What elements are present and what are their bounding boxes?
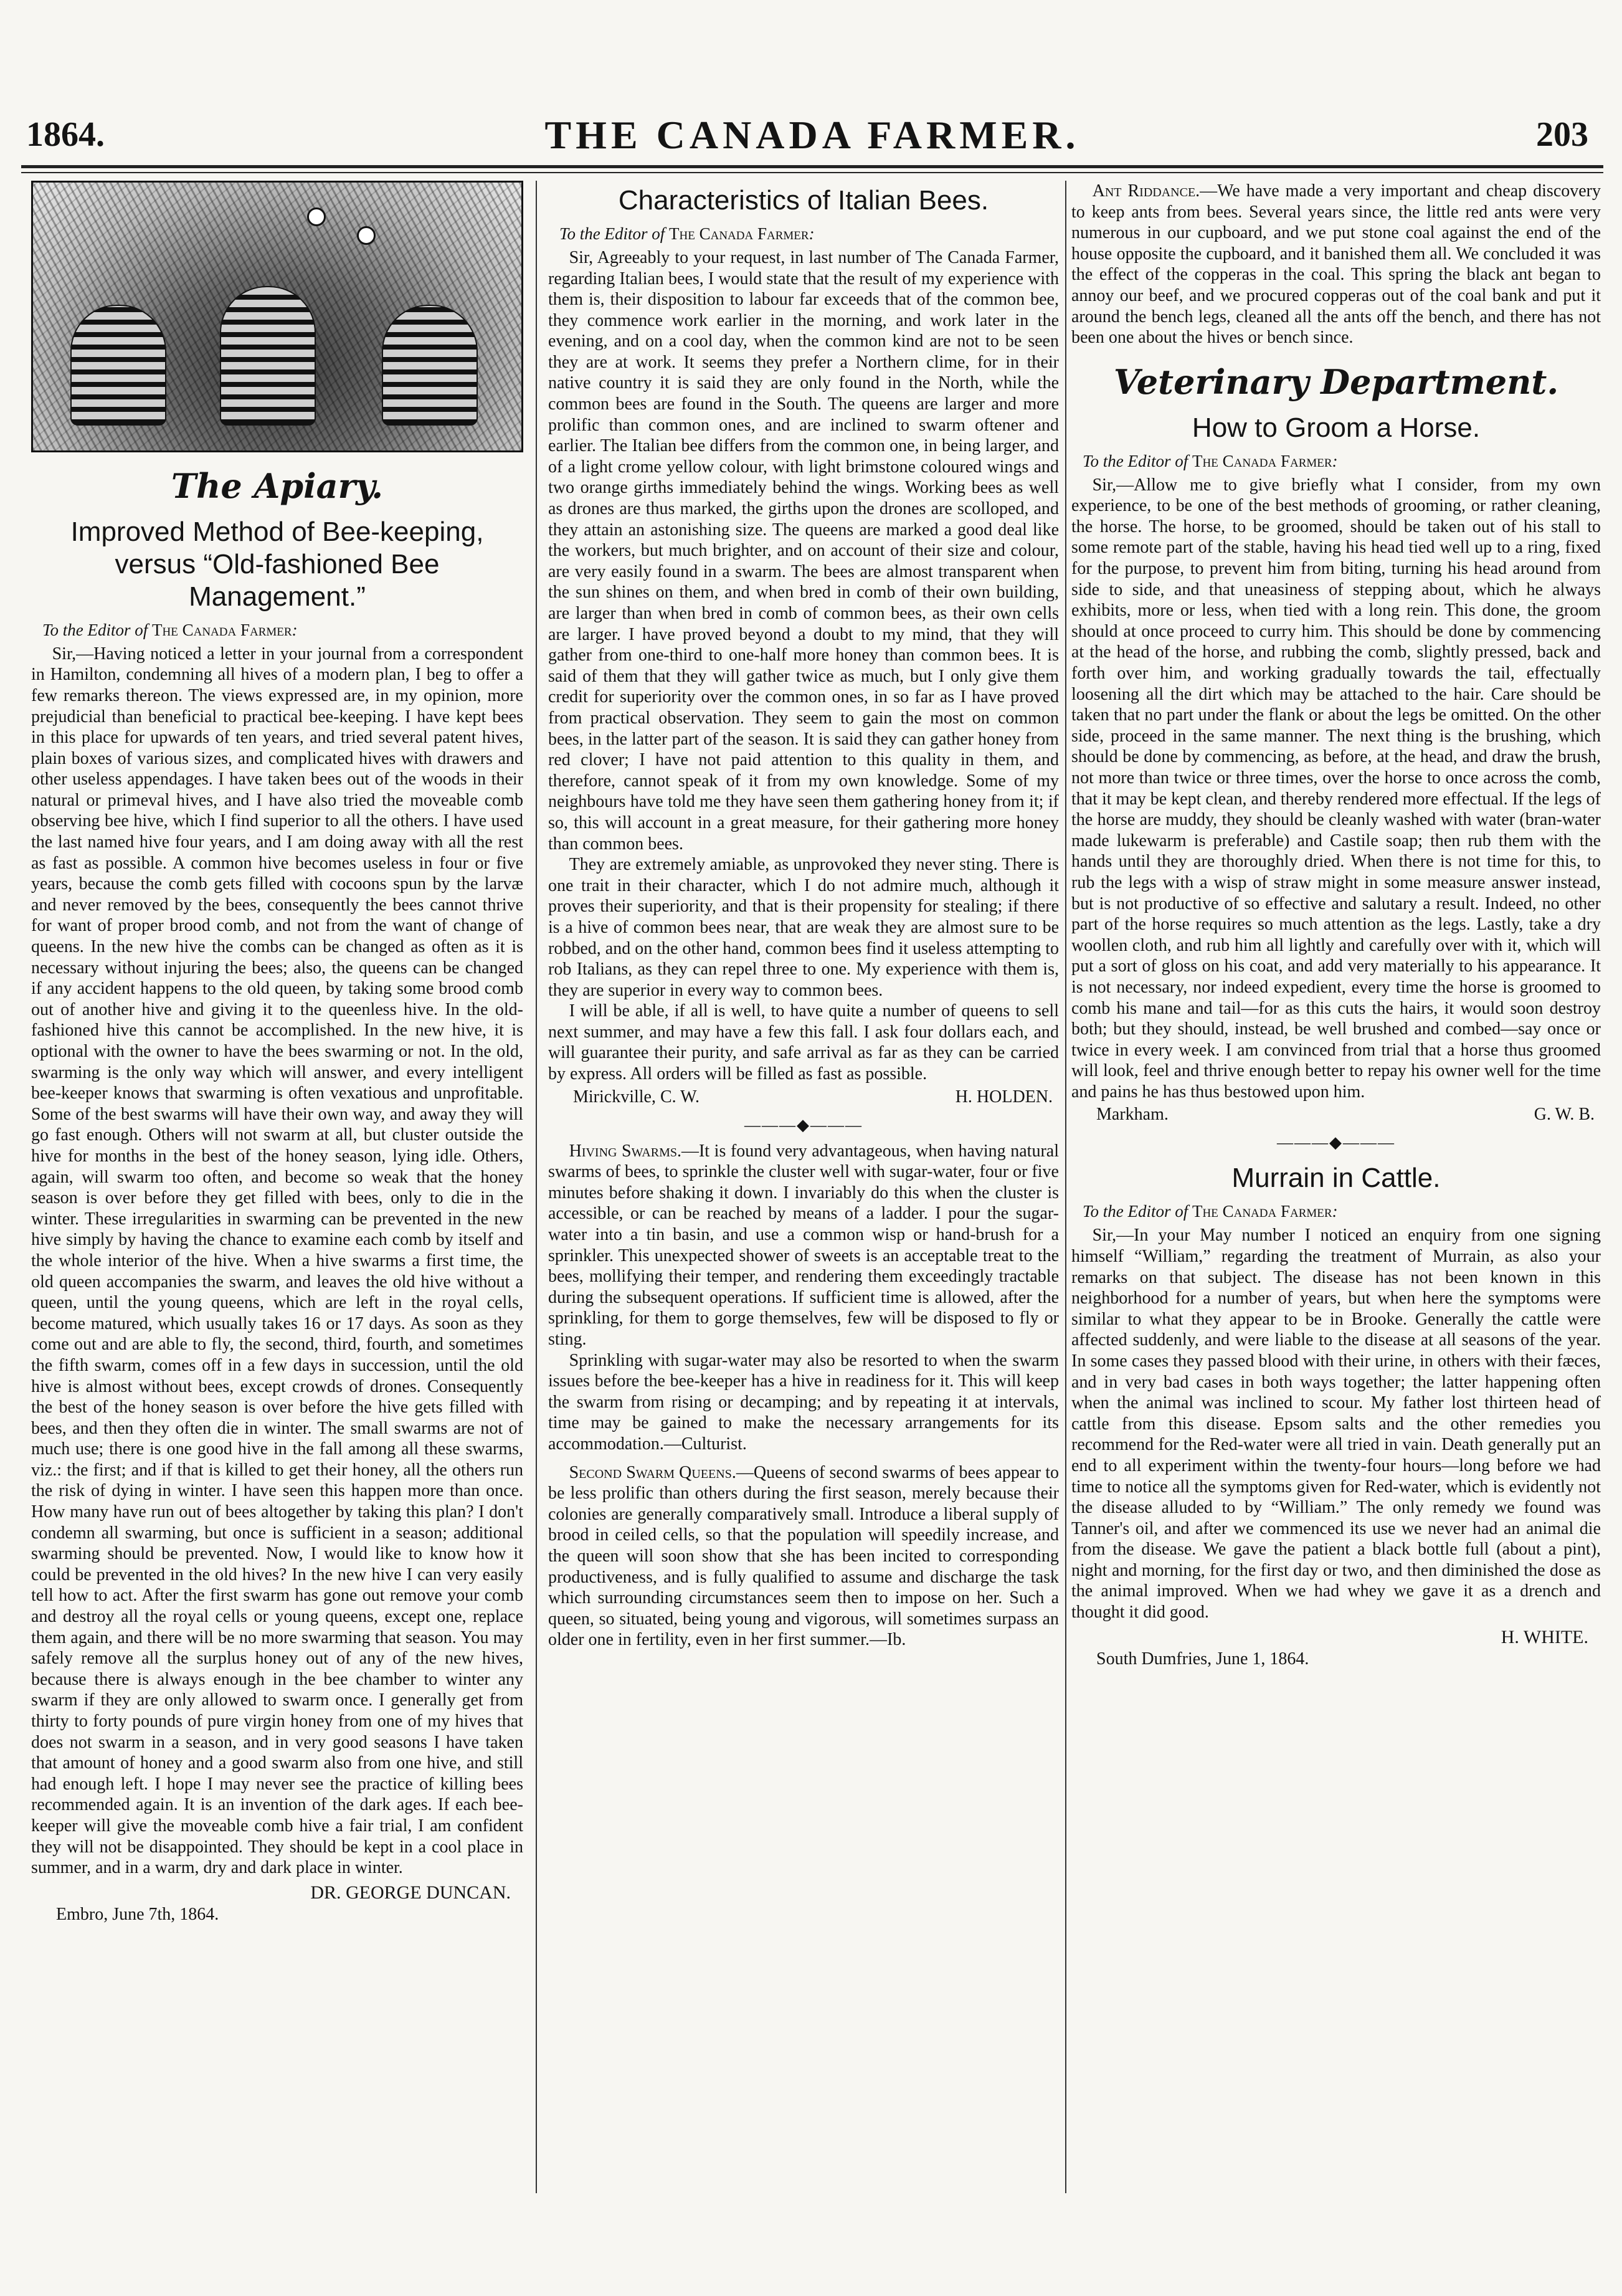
article-paragraph: They are extremely amiable, as unprovoked they never sting. There is one trait in their character, which I do not admire much, although it proves their superiority, and that is their propensity for stealing; if there is a hive of common bees near, that are weak they are almost sure to be robbed, and on the other hand, common bees find it useless attempting to rob Italians, as they can repel three to one. My experience with them is, they are superior in every way to common bees. xyxy=(548,855,1059,1000)
column-divider xyxy=(536,181,537,2193)
flower-icon xyxy=(357,226,376,245)
article-paragraph xyxy=(548,1462,1059,1651)
article-headline: How to Groom a Horse. xyxy=(1192,412,1481,443)
article-paragraph: Sir,—In your May number I noticed an enquiry from one signing himself “William,” regarding the treatment of Murrain, as also your remarks on that subject. The disease has not been known in this neighborhood for a number of years, but when here the symptoms were similar to what they appear to be in Brooke. Generally the cattle were affected suddenly, and were liable to the disease at all seasons of the year. In some cases they passed blood with their urine, in others with their fæces, and in very bad cases in both ways together; the latter happening often when the animal was inclined to scour. My father lost thirteen head of cattle from this disease. Epsom salts and the other remedies you recommend for the Red-water were all tried in vain. Death generally put an end to all experiment within the twenty-four hours—long before we had time to notice all the symptoms given for Red-water, which is evidently not the disease alluded to by “William.” The only remedy we found was Tanner's oil, and after we commenced its use we never had an animal die from the disease. We gave the patient a black bottle full (about a pint), night and morning, for the first day or two, and then diminished the dose as the animal improved. When we had whey we gave it as a drench and thought it did good. xyxy=(1071,1226,1601,1622)
paper-name: The Canada Farmer xyxy=(152,620,292,639)
masthead-title: THE CANADA FARMER. xyxy=(544,113,1080,157)
section-heading: The Apiary. xyxy=(171,466,384,506)
column-divider xyxy=(1065,181,1066,2193)
dateline: Embro, June 7th, 1864. xyxy=(56,1904,219,1924)
salutation: To the Editor of The Canada Farmer: xyxy=(42,620,298,639)
to-editor-label: To the Editor of xyxy=(1083,451,1188,470)
ornament-divider: ———◆——— xyxy=(1277,1133,1395,1152)
article-paragraph: Sprinkling with sugar-water may also be resorted to when the swarm issues before the bee-keeper has a hive in readiness for it. This will keep the swarm from rising or decamping; and by repeating it at intervals, time may be gained to make the necessary arrangements for its accommodation.—Culturist. xyxy=(548,1350,1059,1454)
masthead xyxy=(21,112,1603,162)
article-body xyxy=(548,247,1059,1085)
salutation: To the Editor of The Canada Farmer: xyxy=(559,224,815,243)
to-editor-label: To the Editor of xyxy=(1083,1202,1188,1221)
section-heading: Veterinary Department. xyxy=(1113,361,1559,402)
masthead-rule-thin xyxy=(21,172,1603,173)
to-editor-label: To the Editor of xyxy=(42,620,148,639)
item-title: Second Swarm Queens. xyxy=(569,1462,736,1482)
author-signature: G. W. B. xyxy=(1534,1105,1595,1125)
column-veterinary xyxy=(1071,181,1601,2203)
author-signature: DR. GEORGE DUNCAN. xyxy=(310,1882,511,1903)
signature-line xyxy=(573,1087,1053,1107)
signature-line xyxy=(1096,1105,1595,1125)
flower-icon xyxy=(307,207,326,226)
paper-name: The Canada Farmer xyxy=(669,224,809,243)
page-number: 203 xyxy=(1536,115,1588,154)
article-headline: Murrain in Cattle. xyxy=(1231,1163,1441,1194)
salutation: To the Editor of The Canada Farmer: xyxy=(1083,451,1338,470)
column-apiary xyxy=(31,181,523,2203)
article-paragraph: Sir, Agreeably to your request, in last number of The Canada Farmer, regarding Italian bees, I would state that the result of my experience with them is, their disposition to labour far exceeds that of the common bee, they commence work earlier in the morning, and work later in the evening, and on a cool day, when the common kind are not to be seen they are at work. It seems they prefer a Northern clime, for in their native country it is said they are only found in the North, while the common bees are found in the South. The queens are larger and more prolific than common ones, and are inclined to swarm oftener and earlier. The Italian bee differs from the common one, in being larger, and of a light crome yellow colour, with light brimstone coloured wings and two orange girths immediately behind the wings. Working bees as well as drones are thus marked, the girths upon the drones are scolloped, and they attain an astonishing size. The queens are marked a good deal like the workers, but much brighter, and on account of their size and colour, are very easily found in a swarm. The bees are almost transparent when the sun shines on them, and when bred in comb of their own building, are larger than when bred in comb of common bees, as their own cells are larger. I have proved beyond a doubt to my mind, that they will gather from one-third to one-half more honey than common bees. It is said of them that they will gather twice as much, but I only give them credit for superiority over the common ones, in so far as I have proved from practical observation. They seem to gain the most on common bees, in the latter part of the season. It is said they can gather honey from red clover; I have not paid attention to this quality in them, and therefore, cannot speak of it from my own knowledge. Some of my neighbours have told me they have seen them gathering honey from it; if so, this will account in a great measure, for their gathering more honey than common bees. xyxy=(548,247,1059,854)
article-body xyxy=(31,644,523,1879)
item-title: Ant Riddance. xyxy=(1092,181,1200,201)
article-body xyxy=(1071,1225,1601,1622)
beehive-icon xyxy=(220,286,316,426)
author-signature: H. HOLDEN. xyxy=(955,1087,1053,1107)
author-signature: H. WHITE. xyxy=(1501,1626,1588,1647)
item-text: —We have made a very important and cheap discovery to keep ants from bees. Several years since, the little red ants were very numerous in our cupboard, and we put stone coal against the end of the house opposite the cupboard, and it banished them all. We concluded it was the effect of the copperas in the coal. This spring the black ant began to annoy our beef, and we procured copperas out of the coal bank and put it around the bench legs, cleaned all the ants off the bench, and there has not been one about the hives or bench since. xyxy=(1071,181,1601,348)
dateline: South Dumfries, June 1, 1864. xyxy=(1096,1649,1309,1669)
article-headline: Improved Method of Bee-keeping, versus “Old-fashioned Bee Management.” xyxy=(70,517,484,612)
salutation: To the Editor of The Canada Farmer: xyxy=(1083,1202,1338,1221)
article-paragraph: Sir,—Having noticed a letter in your journal from a correspondent in Hamilton, condemning all hives of a modern plan, I beg to offer a few remarks thereon. The views expressed are, in my opinion, more prejudicial than beneficial to practical bee-keeping. I have kept bees in this place for upwards of ten years, and tried several patent hives, plain boxes of various sizes, and complicated hives with drawers and other useless appendages. I have taken bees out of the woods in their natural or primeval hives, and I have also tried the moveable comb observing bee hive, which I find superior to all the others. I have used the last named hive four years, and I am doing away with all the rest as fast as possible. A common hive becomes useless in four or five years, because the comb gets filled with cocoons spun by the larvæ and never removed by the bees, consequently the bees cannot thrive for want of proper brood comb, and not from the want of change of queens. In the new hive the combs can be changed as often as it is necessary without injuring the bees; also, the queens can be changed if any accident happens to the old queen, by taking some brood comb out of another hive and giving it to the queenless hive. In the old-fashioned hive this cannot be accomplished. In the new hive, it is optional with the owner to have the bees swarming or not. In the old, swarming is the only way which will answer, and every intelligent bee-keeper knows that swarming is often vexatious and unprofitable. Some of the best swarms will have their own way, and away they will go fast enough. Others will not swarm at all, but cluster outside the hive for months in the best of the honey season, lying idle. Others, again, will swarm too often, and become so weak that the honey season is over before they get filled with bees, only to die in the winter. These irregularities in swarming can be prevented in the new hive simply by having the chance to examine each comb by itself and the whole interior of the hive. When a hive swarms a first time, the old queen accompanies the swarm, and leaves the old hive without a queen, until the young queens, which are left in the royal cells, become matured, which usually takes 16 or 17 days. As soon as they come out and are able to fly, the second, third, fourth, and sometimes the fifth swarm, comes off in a few days in succession, until the old hive is almost without bees, except crowds of drones. Consequently the best of the honey season is over before the hive gets filled with bees, and then they often die in winter. The small swarms are not of much use; there is one good hive in the fall among all these swarms, viz.: the first; and if that is killed to get their honey, all the others run the risk of dying in winter. I have seen this happen more than once. How many have run out of bees altogether by taking this plan? I don't condemn all swarming, but once is sufficient in a season; additional swarming should be prevented. Now, I would like to know how it could be prevented in the old hives? In the new hive I can very easily tell how to act. After the first swarm has gone out remove your comb and destroy all the royal cells or young queens, except one, replace them again, and there will be no more swarming that season. You may safely remove all the surplus honey out of any of the new hives, because there is always enough in the bee chamber to winter any swarm if they are only allowed to swarm once. I generally get from thirty to forty pounds of pure virgin honey from one of my hives that does not swarm in a season, and in very good seasons I have taken that amount of honey and a good swarm also from one hive, and still had enough left. I hope I may never see the practice of killing bees recommended again. It is an invention of the dark ages. If each bee-keeper will give the moveable comb hive a fair trial, I am confident they will not be disappointed. They should be kept in a cool place in summer, and in a warm, dry and dark place in winter. xyxy=(31,644,523,1878)
ornament-divider: ———◆——— xyxy=(744,1115,863,1134)
item-title: Hiving Swarms. xyxy=(569,1141,681,1161)
paper-name: The Canada Farmer xyxy=(1192,1202,1332,1221)
beehive-icon xyxy=(382,305,478,426)
paper-name: The Canada Farmer xyxy=(1192,451,1332,470)
article-paragraph: I will be able, if all is well, to have quite a number of queens to sell next summer, and may have a few this fall. I ask four dollars each, and will guarantee their purity, and safe arrival as far as they can be carried by express. All orders will be filled as fast as possible. xyxy=(548,1001,1059,1084)
to-editor-label: To the Editor of xyxy=(559,224,665,243)
item-text: —It is found very advantageous, when having natural swarms of bees, to sprinkle the cluster well with sugar-water, four or five minutes before shaking it down. I invariably do this when the cluster is accessible, or can be reached by means of a ladder. I pour the sugar-water into a tin basin, and use a common wisp or hand-brush for a sprinkler. This unexpected shower of sweets is an acceptable treat to the bees, mollifying their temper, and rendering them exceedingly tractable during the subsequent operations. If sufficient time is allowed, after the sprinkling, for them to gorge themselves, few will be disposed to fly or sting. xyxy=(548,1141,1059,1349)
dateline: Markham. xyxy=(1096,1105,1169,1125)
beehive-icon xyxy=(70,305,166,426)
column-italian-bees xyxy=(548,181,1059,2203)
article-paragraph xyxy=(1071,181,1601,348)
dateline: Mirickville, C. W. xyxy=(573,1087,700,1107)
article-headline: Characteristics of Italian Bees. xyxy=(618,185,989,216)
article-body xyxy=(1071,181,1601,348)
article-paragraph xyxy=(548,1141,1059,1350)
apiary-woodcut-illustration xyxy=(31,181,523,452)
masthead-year: 1864. xyxy=(26,115,105,154)
article-body xyxy=(548,1141,1059,1651)
masthead-rule xyxy=(21,165,1603,168)
item-text: —Queens of second swarms of bees appear to be less prolific than others during the first season, merely because their colonies are generally comparatively small. Introduce a liberal supply of brood in ceiled cells, so that the population will speedily increase, and the queen will soon show that she has been incited to corresponding productiveness, and is fully qualified to assume and discharge the task which surrounding circumstances seem then to impose on her. Such a queen, so situated, being young and vigorous, will sometimes surpass an older one in fertility, even in her first summer.—Ib. xyxy=(548,1462,1059,1650)
article-body xyxy=(1071,475,1601,1103)
article-paragraph: Sir,—Allow me to give briefly what I consider, from my own experience, to be one of the best methods of grooming, or rather cleaning, the horse. The horse, to be groomed, should be taken out of his stall to some remote part of the stable, having his head tied well up to a ring, fixed for the purpose, to prevent him from biting, turning his head around from side to side, and that uneasiness of stepping about, which he always exhibits, more or less, when tied with a long rein. This done, the groom should at once proceed to curry him. This should be done by commencing at the head of the horse, and rubbing the comb, slightly pressed, back and forth over him, and working gradually towards the tail, effectually loosening all the dirt which may be attached to the hair. Care should be taken that no part under the flank or about the legs be omitted. On the other side, proceed in the same manner. The next thing is the brushing, which should be done by commencing, as before, at the head, and draw the brush, not more than twice or three times, over the horse to once across the comb, that it may be kept clean, and thereby rendered more effectual. If the legs of the horse are muddy, they should be cleanly washed with water (bran-water made lukewarm is preferable) and Castile soap; then rub them with the hands until they are thoroughly dried. When there is not time for this, to rub the legs with a wisp of straw might in some measure answer instead, but is not productive of so effective and salutary a result. Indeed, no other part of the horse requires so much attention as the legs. Lastly, take a dry woollen cloth, and rub him all lightly and carefully over with it, which will put a sort of gloss on his coat, and add very materially to his appearance. It is not necessary, nor indeed expedient, every time the horse is groomed to comb his mane and tail—for as this cuts the hairs, it would soon destroy both; but they should, instead, be well brushed and combed—say once or twice in every week. I am convinced from trial that a horse thus groomed will look, feel and thrive enough better to repay his owner well for the time and pains he has thus bestowed upon him. xyxy=(1071,475,1601,1102)
